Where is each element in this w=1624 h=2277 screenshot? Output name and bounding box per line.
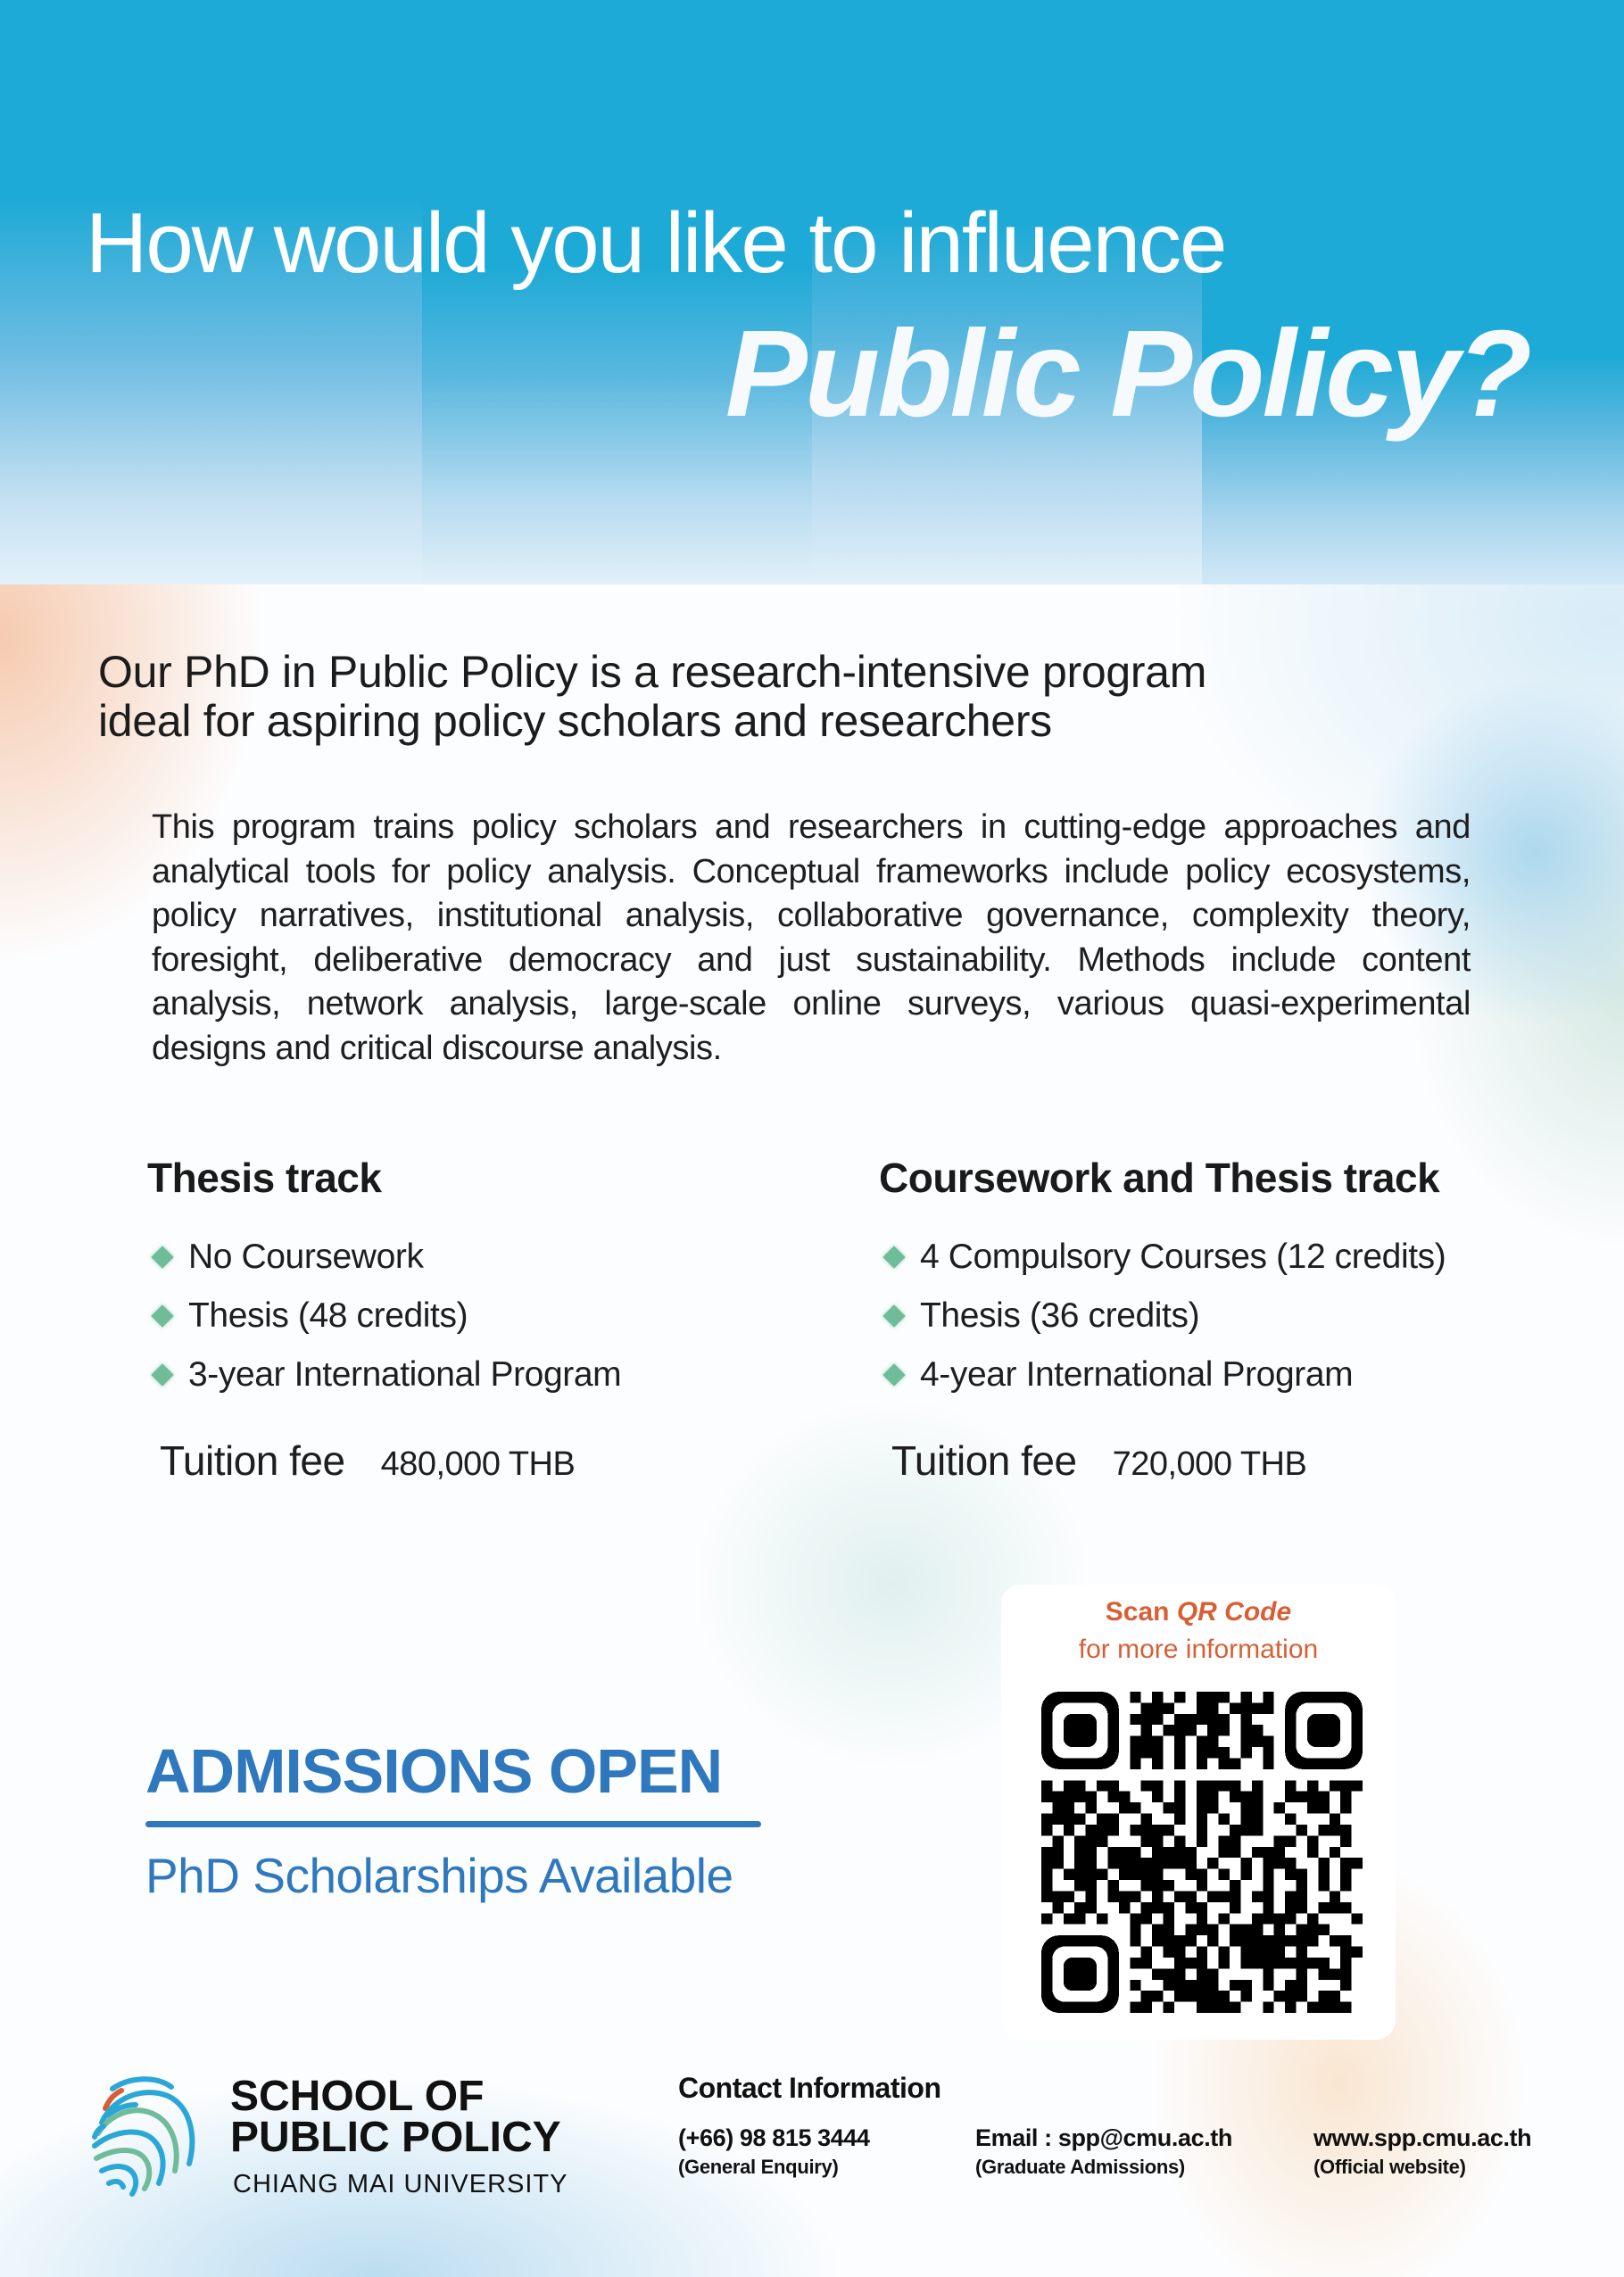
fee-label: Tuition fee	[891, 1437, 1077, 1484]
list-item	[879, 1346, 1521, 1404]
logo-line1: SCHOOL OF	[230, 2073, 485, 2120]
thesis-track	[147, 1151, 700, 1485]
fee-value: 480,000 THB	[380, 1445, 576, 1483]
phone-note: (General Enquiry)	[678, 2156, 839, 2178]
track-title: Coursework and Thesis track	[879, 1155, 1440, 1201]
feature-text: 3-year International Program	[188, 1355, 622, 1394]
tuition-fee	[891, 1437, 1521, 1485]
contact-information	[678, 2072, 1570, 2205]
university-name: CHIANG MAI UNIVERSITY	[233, 2170, 568, 2198]
admissions-banner	[145, 1735, 763, 1904]
scholarships-subtitle: PhD Scholarships Available	[145, 1848, 733, 1903]
diamond-bullet-icon	[882, 1246, 905, 1268]
qr-caption	[1001, 1594, 1396, 1668]
hero-title: Public Policy?	[725, 305, 1529, 443]
fee-label: Tuition fee	[160, 1437, 345, 1484]
list-item	[147, 1228, 700, 1287]
logo-title	[230, 2073, 561, 2161]
coursework-thesis-track	[879, 1151, 1521, 1485]
hero-question: How would you like to influence	[86, 195, 1226, 291]
list-item	[879, 1287, 1521, 1346]
list-item	[879, 1228, 1521, 1287]
contact-columns	[678, 2124, 1570, 2205]
phone-number[interactable]: (+66) 98 815 3444	[678, 2124, 870, 2151]
diamond-bullet-icon	[882, 1363, 905, 1386]
diamond-bullet-icon	[882, 1304, 905, 1327]
admissions-title: ADMISSIONS OPEN	[145, 1736, 723, 1806]
qr-caption-line2: for more information	[1078, 1635, 1319, 1664]
feature-text: Thesis (36 credits)	[920, 1296, 1200, 1335]
program-description: This program trains policy scholars and researchers in cutting-edge approaches and analytical tools for policy analysis. Conceptual frameworks include policy ecosystems, policy narratives, institutional analysis, collaborative governance, complexity theory, foresight, deliberative democracy and just sustainability. Methods include content analysis, network analysis, large-scale online surveys, various quasi-experimental designs and critical discourse analysis.	[152, 808, 1471, 1067]
feature-text: 4-year International Program	[920, 1355, 1354, 1394]
contact-email	[975, 2124, 1232, 2179]
qr-caption-scan: Scan	[1105, 1597, 1177, 1627]
qr-code-icon[interactable]	[1041, 1692, 1363, 2013]
diamond-bullet-icon	[151, 1246, 173, 1268]
banner-column	[1202, 0, 1624, 584]
hero-banner	[0, 0, 1624, 584]
fingerprint-logo-icon	[86, 2066, 202, 2199]
website-link[interactable]: www.spp.cmu.ac.th	[1313, 2124, 1532, 2151]
contact-website	[1313, 2124, 1531, 2179]
tuition-fee	[160, 1437, 700, 1485]
track-features	[879, 1228, 1521, 1404]
qr-caption-qr: QR Code	[1176, 1597, 1292, 1627]
contact-title: Contact Information	[678, 2072, 941, 2104]
list-item	[147, 1346, 700, 1404]
track-features	[147, 1228, 700, 1404]
contact-phone	[678, 2124, 870, 2179]
diamond-bullet-icon	[151, 1363, 173, 1386]
school-logo[interactable]	[86, 2066, 621, 2199]
logo-line2: PUBLIC POLICY	[230, 2114, 561, 2161]
intro-heading-line2: ideal for aspiring policy scholars and researchers	[98, 696, 1052, 746]
email-link[interactable]: Email : spp@cmu.ac.th	[975, 2124, 1232, 2151]
feature-text: 4 Compulsory Courses (12 credits)	[920, 1238, 1446, 1276]
fee-value: 720,000 THB	[1112, 1445, 1307, 1483]
website-note: (Official website)	[1313, 2156, 1466, 2178]
feature-text: Thesis (48 credits)	[188, 1296, 468, 1335]
qr-card	[1001, 1585, 1396, 2040]
divider	[145, 1821, 761, 1827]
list-item	[147, 1287, 700, 1346]
diamond-bullet-icon	[151, 1304, 173, 1327]
intro-heading-line1: Our PhD in Public Policy is a research-intensive program	[98, 647, 1207, 697]
program-intro-heading	[98, 648, 1437, 746]
track-title: Thesis track	[147, 1155, 382, 1201]
email-note: (Graduate Admissions)	[975, 2156, 1185, 2178]
feature-text: No Coursework	[188, 1238, 424, 1276]
